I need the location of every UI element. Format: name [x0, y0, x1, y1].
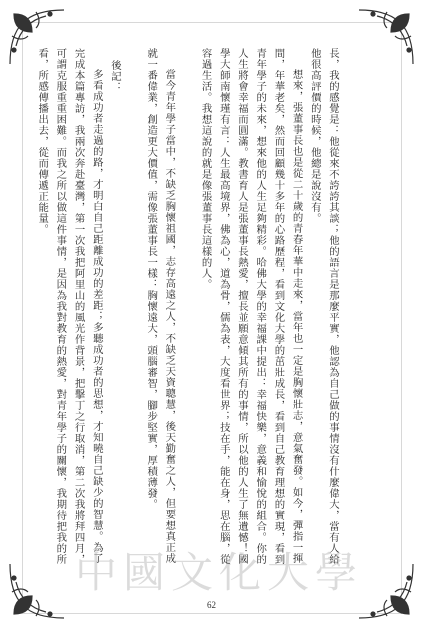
- page-number: 62: [207, 600, 216, 610]
- paragraph-2: 想來，張董事長也是從二十歲的青春年華中走來，當年也一定是胸懷壯志，意氣奮發。如今，彈指一揮間，年華老矣，然而回顧幾十多年的心路歷程，看到文化大學的茁壯成長，看到自己教育理想的實現，看到青年學子的未來，想來他的人生足夠精彩。哈佛大學的幸福課中提出：幸福快樂，意義和愉悅的組合。你的人生將會幸福而圓滿。教書育人是張董事長熱愛，擅長並願意傾其所有的事情，所以他的人生了無遺憾！國學大師南懷瑾有言：人生最高境界，佛為心，道為骨，儒為表，大度看世界；技在手，能在身，思在腦，從容過生活。我想這說的就是像張董事長這樣的人。: [199, 48, 303, 565]
- paragraph-1: 長，我的感覺是：他從來不誇誇其談；他的語言是那麼平實，他認為自己做的事情沒有什麼偉大，當有人給他很高評價的時候，他總是說沒有。: [308, 48, 339, 565]
- afterword-heading: 後記：: [108, 60, 121, 94]
- paragraph-4: 多看成功者走過的路，才明白自己距離成功的差距；多聽成功者的思想，才知曉自己缺少的智慧。為了完成本篇專訪，我兩次奔赴臺灣，第一次我把阿里山的風光作背景，把擊丁之行取消，第二次我將拜四月，可謂克服重重困難。而我之所以做這件事情，是因為我對教育的熱愛，對青年學子的關懷，我期待把我的所看，所感傳播出去，從而傳遞正能量。: [36, 48, 103, 565]
- paragraph-gap: [178, 48, 196, 49]
- vertical-text-body: [36, 48, 342, 568]
- university-watermark: 中國文化大學: [74, 548, 363, 597]
- paragraph-gap: [124, 48, 142, 49]
- paragraph-3: 當今青年學子當中，不缺乏胸懷祖國，志存高遠之人，不缺乏天資聰慧，後天勤奮之人，但要想真正成就一番偉業，創造更大價值，需像張董事長一樣：胸懷遠大，頭腦審智，腳步堅實，厚積薄發。: [145, 48, 176, 564]
- corner-ornament-top-right: [355, 6, 417, 68]
